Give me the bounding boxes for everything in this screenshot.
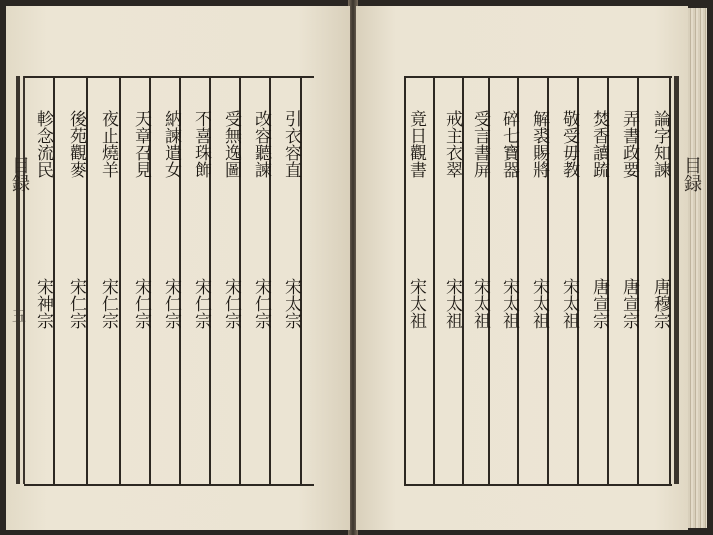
entry-title: 引衣容直 <box>281 110 301 178</box>
entry-era: 宋仁宗 <box>251 278 271 329</box>
entry-title: 焚香讀䟽 <box>589 110 609 178</box>
entry-title: 軫念流民 <box>33 110 53 178</box>
entry-era: 宋太祖 <box>442 278 462 329</box>
list-item <box>640 82 670 480</box>
list-item <box>549 82 579 480</box>
left-page <box>6 6 350 530</box>
list-item <box>609 82 639 480</box>
list-item <box>121 82 151 480</box>
list-item <box>23 82 53 480</box>
entry-era: 宋仁宗 <box>66 278 86 329</box>
entry-title: 天章召見 <box>131 110 151 178</box>
entry-era: 宋仁宗 <box>191 278 211 329</box>
left-frame-band <box>16 76 20 484</box>
entry-title: 竟日觀書 <box>406 110 426 178</box>
right-frame-band <box>674 76 679 484</box>
list-item <box>211 82 241 480</box>
entry-title: 解裘賜將 <box>529 110 549 178</box>
entry-era: 宋太祖 <box>406 278 426 329</box>
list-item <box>241 82 271 480</box>
bottom-rule <box>404 484 672 486</box>
list-item <box>519 82 549 480</box>
fish-tail-mark: 目録 <box>681 156 702 192</box>
entry-title: 受言書屏 <box>470 110 490 178</box>
entry-title: 改容聽諫 <box>251 110 271 178</box>
column-rule <box>53 76 55 484</box>
entry-title: 受無逸圖 <box>221 110 241 178</box>
entry-era: 唐宣宗 <box>589 278 609 329</box>
entry-era: 宋太祖 <box>559 278 579 329</box>
list-item <box>56 82 86 480</box>
entry-title: 弄書政要 <box>619 110 639 178</box>
page-edges <box>688 8 707 528</box>
entry-title: 不喜珠飾 <box>191 110 211 178</box>
entry-era: 宋仁宗 <box>98 278 118 329</box>
list-item <box>460 82 490 480</box>
entry-era: 唐宣宗 <box>619 278 639 329</box>
list-item <box>396 82 426 480</box>
entry-era: 宋神宗 <box>33 278 53 329</box>
entry-era: 宋仁宗 <box>161 278 181 329</box>
entry-title: 夜止燒羊 <box>98 110 118 178</box>
list-item <box>489 82 519 480</box>
list-item <box>579 82 609 480</box>
entry-title: 碎七寶器 <box>499 110 519 178</box>
entry-era: 宋太祖 <box>529 278 549 329</box>
list-item <box>181 82 211 480</box>
entry-title: 論字知諫 <box>650 110 670 178</box>
fish-tail-mark: 目録 <box>9 156 30 192</box>
list-item <box>151 82 181 480</box>
page-number: 五 <box>12 309 26 325</box>
entry-era: 宋太宗 <box>281 278 301 329</box>
bottom-rule <box>24 484 314 486</box>
entry-title: 戒主衣翠 <box>442 110 462 178</box>
entry-era: 宋仁宗 <box>221 278 241 329</box>
entry-era: 宋仁宗 <box>131 278 151 329</box>
entry-era: 宋太祖 <box>499 278 519 329</box>
list-item <box>432 82 462 480</box>
list-item <box>271 82 301 480</box>
entry-era: 唐穆宗 <box>650 278 670 329</box>
entry-era: 宋太祖 <box>470 278 490 329</box>
entry-title: 後苑觀麥 <box>66 110 86 178</box>
entry-title: 敬受毋教 <box>559 110 579 178</box>
list-item <box>88 82 118 480</box>
entry-title: 納諫遣女 <box>161 110 181 178</box>
top-rule <box>404 76 672 78</box>
right-page <box>356 6 702 530</box>
